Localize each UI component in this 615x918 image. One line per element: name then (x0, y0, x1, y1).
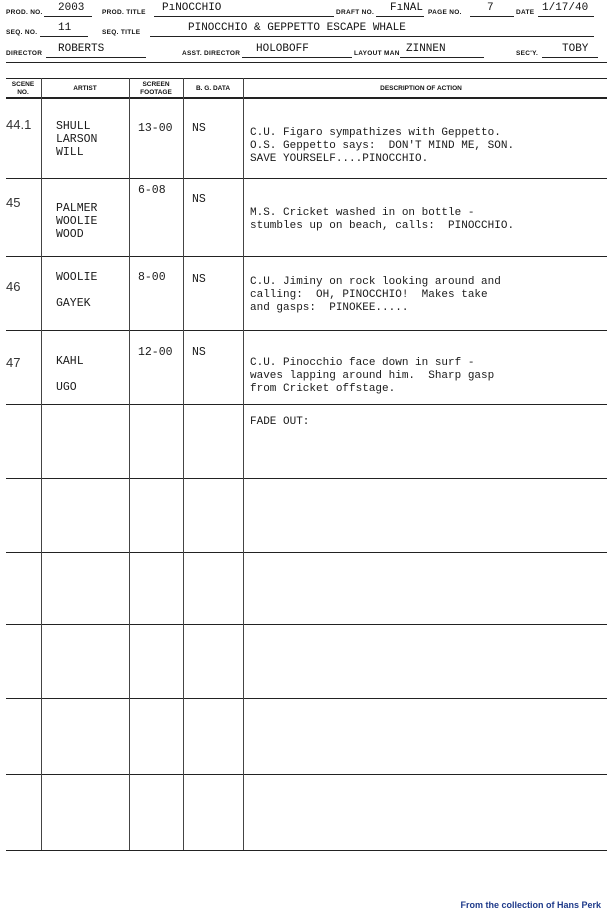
col-header-description: DESCRIPTION OF ACTION (380, 85, 462, 92)
scene-number: 46 (6, 279, 21, 294)
artist-names: PALMER WOOLIE WOOD (56, 202, 98, 241)
scene-number: 44.1 (6, 117, 32, 132)
asst-director-value: HOLOBOFF (256, 43, 309, 55)
seq-title-label: SEQ. TITLE (102, 29, 141, 36)
screen-footage: 13-00 (138, 122, 173, 135)
layout-man-label: LAYOUT MAN (354, 50, 400, 57)
action-description: M.S. Cricket washed in on bottle - stumbles up on beach, calls: PINOCCHIO. (250, 207, 515, 232)
layout-man-value: ZINNEN (406, 43, 446, 55)
bg-data: NS (192, 122, 206, 135)
secy-label: SEC'Y. (516, 50, 539, 57)
collection-credit: From the collection of Hans Perk (460, 900, 601, 910)
scene-number: 45 (6, 195, 21, 210)
prod-title-label: PROD. TITLE (102, 9, 146, 16)
col-header-footage: SCREEN FOOTAGE (140, 81, 172, 96)
draft-no-label: DRAFT NO. (336, 9, 375, 16)
action-description: C.U. Pinocchio face down in surf - waves lapping around him. Sharp gasp from Cricket offstage. (250, 357, 495, 395)
col-header-scene: SCENE NO. (11, 81, 35, 96)
bg-data: NS (192, 193, 206, 206)
screen-footage: 8-00 (138, 271, 166, 284)
seq-title-value: PINOCCHIO & GEPPETTO ESCAPE WHALE (188, 22, 406, 34)
prod-no-value: 2003 (58, 2, 85, 14)
secy-value: TOBY (562, 43, 589, 55)
action-description: C.U. Jiminy on rock looking around and calling: OH, PINOCCHIO! Makes take and gasps: PINOKEE..... (250, 276, 501, 314)
action-description: C.U. Figaro sympathizes with Geppetto. O.S. Geppetto says: DON'T MIND ME, SON. SAVE YOURSELF....PINOCCHIO. (250, 127, 515, 165)
director-value: ROBERTS (58, 43, 105, 55)
page-no-value: 7 (487, 2, 494, 14)
col-header-artist: ARTIST (73, 85, 97, 92)
action-description: FADE OUT: (250, 416, 310, 428)
director-label: DIRECTOR (6, 50, 43, 57)
page-no-label: PAGE NO. (428, 9, 462, 16)
prod-no-label: PROD. NO. (6, 9, 43, 16)
prod-title-value: PıNOCCHIO (162, 2, 222, 14)
screen-footage: 6-08 (138, 184, 166, 197)
artist-names: WOOLIE GAYEK (56, 271, 98, 310)
bg-data: NS (192, 273, 206, 286)
draft-no-value: FıNAL (390, 2, 424, 14)
artist-names: SHULL LARSON WILL (56, 120, 98, 159)
date-label: DATE (516, 9, 535, 16)
col-header-bg-data: B. G. DATA (195, 85, 231, 92)
bg-data: NS (192, 346, 206, 359)
header-row-2 (6, 22, 609, 40)
asst-director-label: ASST. DIRECTOR (182, 50, 241, 57)
date-value: 1/17/40 (542, 2, 589, 14)
header-row-3 (6, 43, 609, 61)
seq-no-value: 11 (58, 22, 72, 34)
scene-number: 47 (6, 355, 21, 370)
seq-no-label: SEQ. NO. (6, 29, 38, 36)
header-row-1 (6, 2, 609, 20)
screen-footage: 12-00 (138, 346, 173, 359)
artist-names: KAHL UGO (56, 355, 84, 394)
